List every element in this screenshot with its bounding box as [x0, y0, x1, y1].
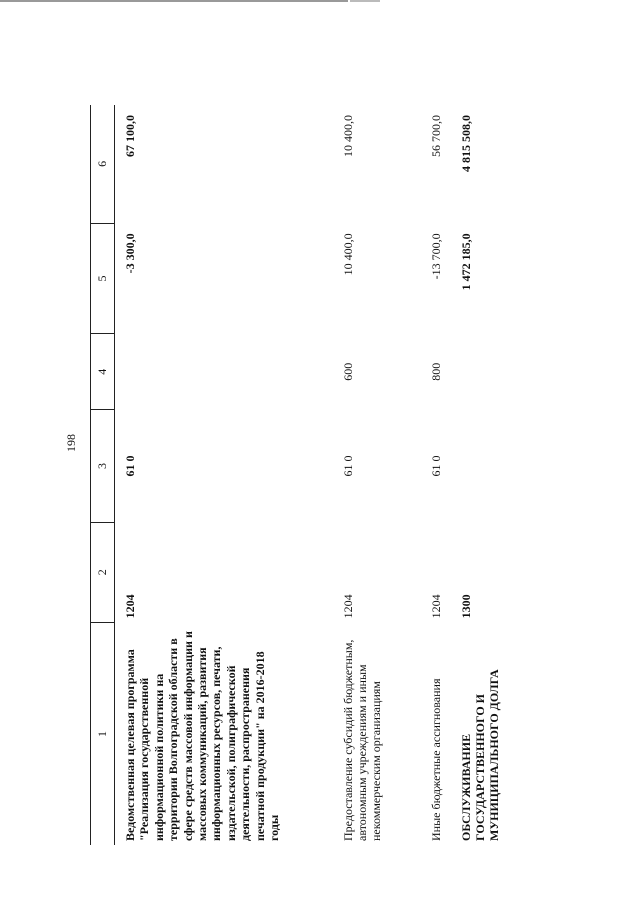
- column-header-1: 1: [91, 622, 115, 845]
- row-name: Предоставление субсидий бюджетным, автономным учреждениям и иным некоммерческим организациям: [340, 639, 384, 841]
- row-total-amount: 4 815 508,0: [458, 115, 473, 172]
- table-header-row: [91, 105, 115, 845]
- row-change-amount: -13 700,0: [428, 233, 443, 280]
- row-expense-type: 800: [428, 362, 443, 381]
- table-row: [333, 105, 421, 845]
- row-section-code: 1300: [458, 594, 473, 619]
- row-name: ОБСЛУЖИВАНИЕ ГОСУДАРСТВЕННОГО И МУНИЦИПАЛЬНОГО ДОЛГА: [458, 669, 502, 841]
- table-row: [421, 105, 451, 845]
- row-section-code: 1204: [123, 594, 137, 619]
- row-program-code: [451, 410, 511, 522]
- column-header-2: 2: [91, 522, 115, 622]
- row-program-code: 61 0: [428, 455, 443, 477]
- column-header-6: 6: [91, 105, 115, 223]
- row-change-amount: -3 300,0: [123, 233, 137, 274]
- table-row: [115, 105, 333, 845]
- row-name: Иные бюджетные ассигнования: [428, 678, 443, 841]
- row-total-amount: 10 400,0: [340, 115, 355, 157]
- column-header-4: 4: [91, 334, 115, 410]
- row-section-code: 1204: [340, 594, 355, 619]
- row-program-code: 61 0: [123, 455, 137, 477]
- row-section-code: 1204: [428, 594, 443, 619]
- row-expense-type: [115, 334, 333, 410]
- rotated-table-container: [90, 105, 620, 845]
- row-change-amount: 1 472 185,0: [458, 233, 473, 291]
- row-name: Ведомственная целевая программа "Реализация государственной информационной политики на территории Волгоградской области в сфере средств массовой информации и массовых коммуникаций, развития информационных ресурсов, печати, издательской, полиграфической деятельности, распространения печатной продукции" на 2016-2018 годы: [123, 631, 281, 841]
- page-number-text: 198: [64, 434, 78, 452]
- row-total-amount: 56 700,0: [428, 115, 443, 157]
- row-total-amount: 67 100,0: [123, 115, 137, 157]
- row-expense-type: [451, 334, 511, 410]
- scan-top-edge: [0, 0, 348, 2]
- row-program-code: 61 0: [340, 455, 355, 477]
- row-expense-type: 600: [340, 362, 355, 381]
- table-row: [451, 105, 511, 845]
- page-number: [64, 434, 78, 453]
- column-header-3: 3: [91, 410, 115, 522]
- row-change-amount: 10 400,0: [340, 233, 355, 276]
- budget-table: [90, 105, 511, 845]
- scan-top-edge-fragment: [350, 0, 380, 2]
- column-header-5: 5: [91, 223, 115, 333]
